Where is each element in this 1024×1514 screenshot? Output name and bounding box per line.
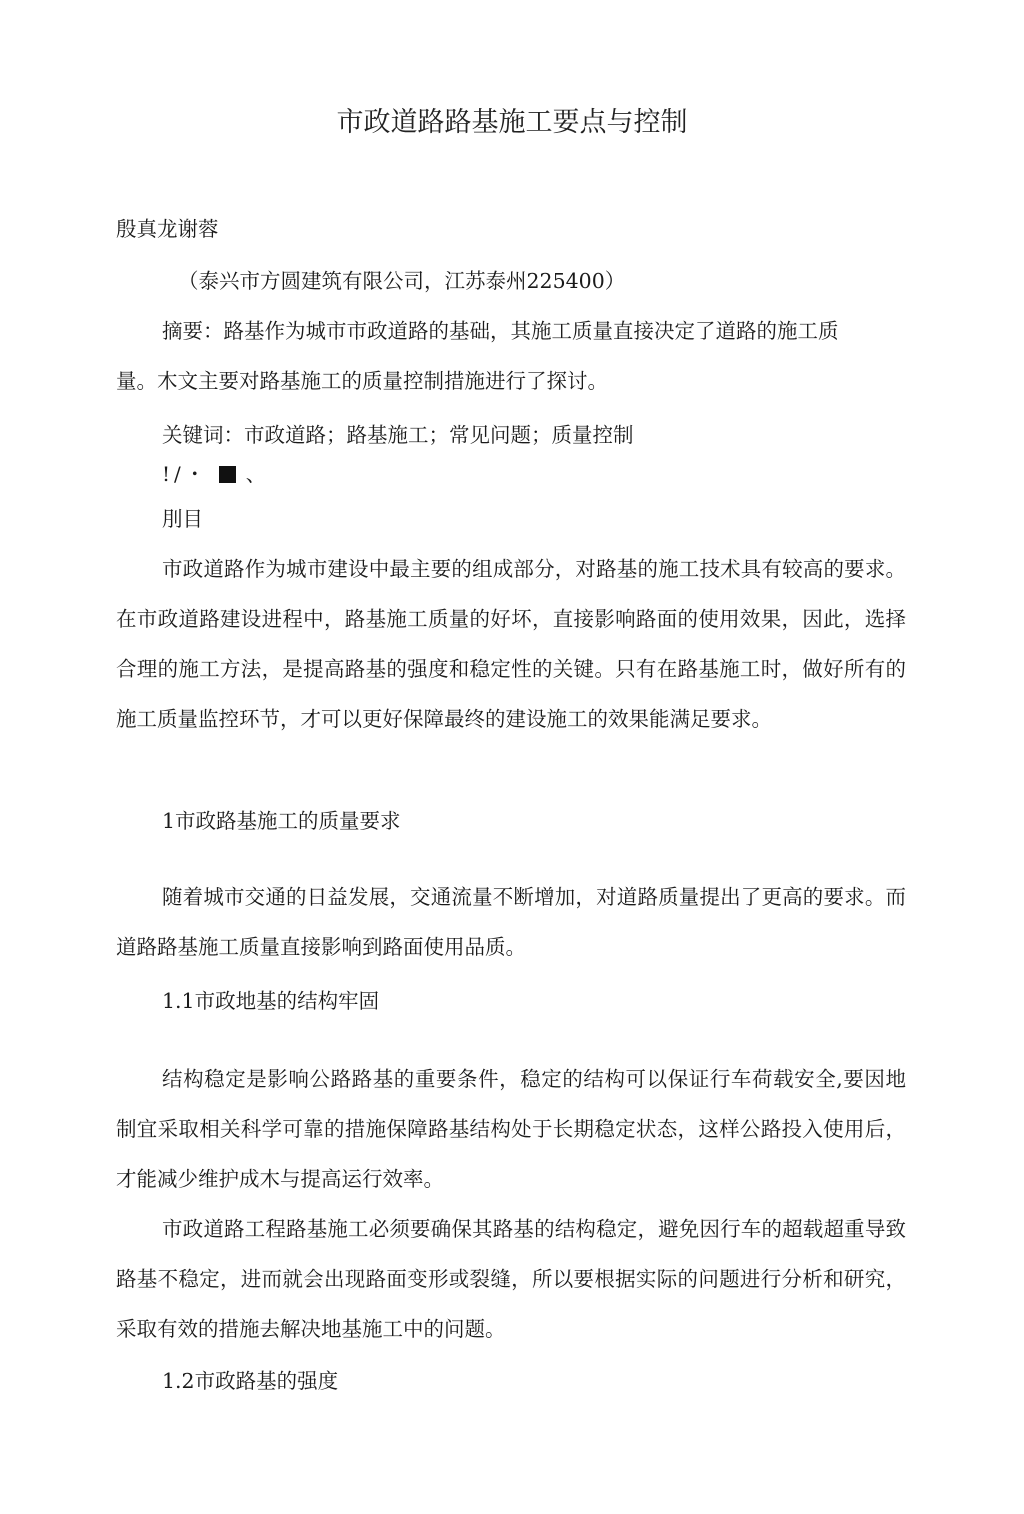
section-1-1-heading: 1.1市政地基的结构牢固: [162, 989, 380, 1013]
abstract-line-2: 量。木文主要对路基施工的质量控制措施进行了探讨。: [116, 369, 608, 393]
intro-paragraph: 市政道路作为城市建设中最主要的组成部分，对路基的施工技术具有较高的要求。在市政道路建设进程中，路基施工质量的好坏，直接影响路面的使用效果，因此，选择合理的施工方法，是提高路基的强度和稳定性的关键。只有在路基施工时，做好所有的施工质量监控环节，才可以更好保障最终的建设施工的效果能满足要求。: [116, 557, 906, 731]
section-1-2-heading: 1.2市政路基的强度: [162, 1369, 339, 1393]
section-1-paragraph: 随着城市交通的日益发展，交通流量不断增加，对道路质量提出了更高的要求。而道路路基施工质量直接影响到路面使用品质。: [116, 885, 906, 959]
scan-artifact-text-left: !/・: [162, 462, 209, 486]
scan-artifact-text-right: 、: [245, 462, 270, 486]
section-1-heading: 1市政路基施工的质量要求: [162, 809, 401, 833]
keywords: 关键词：市政道路；路基施工；常见问题；质量控制: [162, 423, 634, 447]
section-1-1-paragraph-2: 市政道路工程路基施工必须要确保其路基的结构稳定，避免因行车的超载超重导致路基不稳定，进而就会出现路面变形或裂缝，所以要根据实际的问题进行分析和研究，采取有效的措施去解决地基施工中的问题。: [116, 1217, 906, 1341]
document-title: 市政道路路基施工要点与控制: [336, 107, 688, 138]
affiliation: （泰兴市方圆建筑有限公司，江苏泰州225400）: [178, 269, 626, 293]
black-square-icon: [219, 466, 236, 483]
authors: 殷真龙谢蓉: [116, 217, 219, 241]
section-1-1-paragraph-1: 结构稳定是影响公路路基的重要条件，稳定的结构可以保证行车荷载安全,要因地制宜采取相关科学可靠的措施保障路基结构处于长期稳定状态，这样公路投入使用后，才能减少维护成木与提高运行效率。: [116, 1067, 906, 1191]
scan-artifact: [162, 458, 270, 487]
preface-heading: 刖目: [162, 507, 203, 531]
abstract-line-1: 摘要：路基作为城市市政道路的基础，其施工质量直接决定了道路的施工质: [162, 319, 839, 343]
